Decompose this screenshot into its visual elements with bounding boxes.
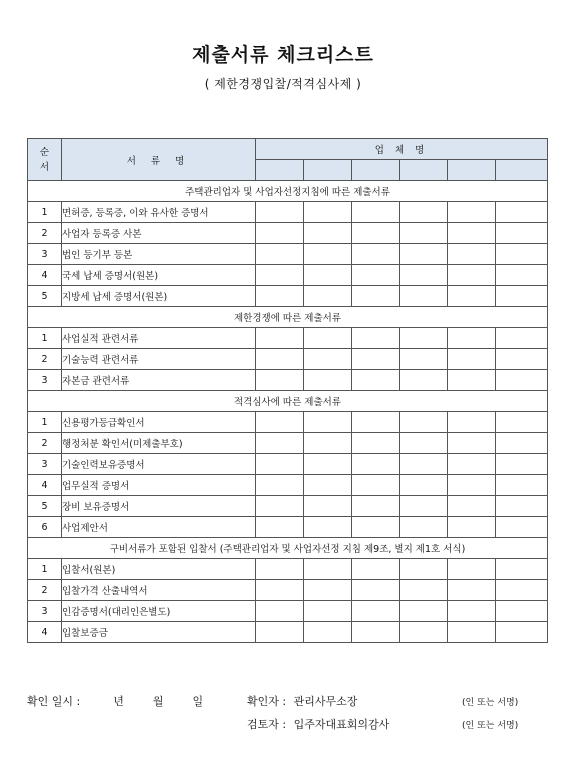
row-number: 2 [28, 580, 62, 601]
check-cell[interactable] [448, 433, 496, 454]
confirm-date-label: 확인 일시 : [27, 695, 81, 708]
check-cell[interactable] [256, 370, 304, 391]
check-cell[interactable] [400, 202, 448, 223]
check-cell[interactable] [304, 433, 352, 454]
section-heading: 주택관리업자 및 사업자선정지침에 따른 제출서류 [28, 181, 548, 202]
check-cell[interactable] [256, 223, 304, 244]
header-document-name: 서 류 명 [62, 139, 256, 181]
company-column-6[interactable] [496, 160, 548, 181]
check-cell[interactable] [400, 349, 448, 370]
table-row [28, 370, 548, 391]
section-row [28, 538, 548, 559]
check-cell[interactable] [352, 370, 400, 391]
company-column-3[interactable] [352, 160, 400, 181]
check-cell[interactable] [304, 496, 352, 517]
check-cell[interactable] [352, 412, 400, 433]
check-cell[interactable] [448, 559, 496, 580]
document-name: 사업제안서 [62, 517, 256, 538]
table-row [28, 601, 548, 622]
row-number: 4 [28, 622, 62, 643]
check-cell[interactable] [352, 433, 400, 454]
check-cell[interactable] [496, 370, 548, 391]
check-cell[interactable] [400, 601, 448, 622]
row-number: 2 [28, 223, 62, 244]
check-cell[interactable] [304, 580, 352, 601]
confirm-date-row [27, 693, 203, 709]
check-cell[interactable] [352, 454, 400, 475]
table-row [28, 202, 548, 223]
check-cell[interactable] [400, 244, 448, 265]
table-row [28, 580, 548, 601]
check-cell[interactable] [448, 475, 496, 496]
check-cell[interactable] [256, 349, 304, 370]
check-cell[interactable] [304, 559, 352, 580]
check-cell[interactable] [256, 433, 304, 454]
row-number: 2 [28, 433, 62, 454]
confirmer-label: 확인자 : [247, 695, 287, 708]
check-cell[interactable] [352, 244, 400, 265]
check-cell[interactable] [256, 265, 304, 286]
check-cell[interactable] [352, 349, 400, 370]
check-cell[interactable] [352, 286, 400, 307]
section-heading: 구비서류가 포함된 입찰서 (주택관리업자 및 사업자선정 지침 제9조, 별지 제1호 서식) [28, 538, 548, 559]
check-cell[interactable] [304, 412, 352, 433]
table-row [28, 244, 548, 265]
table-row [28, 265, 548, 286]
check-cell[interactable] [400, 454, 448, 475]
check-cell[interactable] [304, 286, 352, 307]
check-cell[interactable] [496, 286, 548, 307]
check-cell[interactable] [448, 496, 496, 517]
row-number: 6 [28, 517, 62, 538]
table-row [28, 517, 548, 538]
row-number: 3 [28, 244, 62, 265]
check-cell[interactable] [304, 202, 352, 223]
row-number: 1 [28, 328, 62, 349]
document-name: 지방세 납세 증명서(원본) [62, 286, 256, 307]
check-cell[interactable] [400, 622, 448, 643]
row-number: 3 [28, 601, 62, 622]
check-cell[interactable] [304, 223, 352, 244]
page-title: 제출서류 체크리스트 [192, 44, 374, 66]
document-name: 법인 등기부 등본 [62, 244, 256, 265]
check-cell[interactable] [400, 580, 448, 601]
confirmer-row [247, 693, 357, 709]
check-cell[interactable] [256, 622, 304, 643]
document-name: 사업실적 관련서류 [62, 328, 256, 349]
check-cell[interactable] [496, 622, 548, 643]
check-cell[interactable] [352, 601, 400, 622]
check-cell[interactable] [400, 286, 448, 307]
check-cell[interactable] [496, 496, 548, 517]
check-cell[interactable] [256, 496, 304, 517]
check-cell[interactable] [496, 580, 548, 601]
check-cell[interactable] [448, 244, 496, 265]
check-cell[interactable] [256, 475, 304, 496]
check-cell[interactable] [400, 559, 448, 580]
reviewer-label: 검토자 : [247, 718, 287, 731]
check-cell[interactable] [448, 580, 496, 601]
section-row [28, 181, 548, 202]
check-cell[interactable] [256, 202, 304, 223]
reviewer-row [247, 716, 389, 732]
section-row [28, 391, 548, 412]
page-subtitle: ( 제한경쟁입찰/적격심사제 ) [204, 77, 362, 91]
year-label: 년 [113, 695, 124, 708]
check-cell[interactable] [256, 244, 304, 265]
document-name: 국세 납세 증명서(원본) [62, 265, 256, 286]
check-cell[interactable] [304, 370, 352, 391]
check-cell[interactable] [256, 517, 304, 538]
document-name: 사업자 등록증 사본 [62, 223, 256, 244]
check-cell[interactable] [256, 286, 304, 307]
check-cell[interactable] [256, 412, 304, 433]
check-cell[interactable] [400, 496, 448, 517]
document-name: 입찰서(원본) [62, 559, 256, 580]
check-cell[interactable] [496, 454, 548, 475]
document-name: 입찰보증금 [62, 622, 256, 643]
check-cell[interactable] [448, 265, 496, 286]
check-cell[interactable] [304, 601, 352, 622]
check-cell[interactable] [352, 265, 400, 286]
check-cell[interactable] [352, 622, 400, 643]
check-cell[interactable] [448, 286, 496, 307]
company-column-5[interactable] [448, 160, 496, 181]
check-cell[interactable] [352, 496, 400, 517]
row-number: 5 [28, 496, 62, 517]
table-row [28, 622, 548, 643]
check-cell[interactable] [448, 454, 496, 475]
table-row [28, 475, 548, 496]
check-cell[interactable] [400, 370, 448, 391]
check-cell[interactable] [496, 202, 548, 223]
document-name: 자본금 관련서류 [62, 370, 256, 391]
check-cell[interactable] [256, 601, 304, 622]
company-column-1[interactable] [256, 160, 304, 181]
row-number: 4 [28, 265, 62, 286]
row-number: 3 [28, 454, 62, 475]
check-cell[interactable] [304, 349, 352, 370]
table-row [28, 328, 548, 349]
check-cell[interactable] [352, 202, 400, 223]
checklist-body [28, 181, 548, 643]
section-heading: 적격심사에 따른 제출서류 [28, 391, 548, 412]
check-cell[interactable] [352, 559, 400, 580]
day-label: 일 [192, 695, 204, 708]
document-name: 기술능력 관련서류 [62, 349, 256, 370]
check-cell[interactable] [304, 622, 352, 643]
check-cell[interactable] [448, 202, 496, 223]
document-name: 면허증, 등록증, 이와 유사한 증명서 [62, 202, 256, 223]
table-row [28, 433, 548, 454]
row-number: 5 [28, 286, 62, 307]
table-row [28, 349, 548, 370]
check-cell[interactable] [448, 622, 496, 643]
table-row [28, 223, 548, 244]
company-column-4[interactable] [400, 160, 448, 181]
check-cell[interactable] [400, 412, 448, 433]
check-cell[interactable] [496, 517, 548, 538]
check-cell[interactable] [256, 454, 304, 475]
check-cell[interactable] [256, 580, 304, 601]
check-cell[interactable] [448, 412, 496, 433]
check-cell[interactable] [496, 244, 548, 265]
check-cell[interactable] [448, 328, 496, 349]
check-cell[interactable] [496, 475, 548, 496]
table-row [28, 496, 548, 517]
check-cell[interactable] [400, 433, 448, 454]
check-cell[interactable] [304, 454, 352, 475]
checklist-table [27, 138, 548, 643]
check-cell[interactable] [496, 559, 548, 580]
check-cell[interactable] [400, 265, 448, 286]
row-number: 4 [28, 475, 62, 496]
check-cell[interactable] [352, 517, 400, 538]
signature-note-reviewer: (인 또는 서명) [462, 721, 519, 731]
check-cell[interactable] [496, 223, 548, 244]
document-name: 행정처분 확인서(미제출부호) [62, 433, 256, 454]
check-cell[interactable] [448, 370, 496, 391]
check-cell[interactable] [448, 601, 496, 622]
row-number: 1 [28, 412, 62, 433]
check-cell[interactable] [448, 349, 496, 370]
check-cell[interactable] [352, 328, 400, 349]
row-number: 1 [28, 559, 62, 580]
check-cell[interactable] [304, 328, 352, 349]
check-cell[interactable] [352, 580, 400, 601]
header-order-number: 순 서 [28, 139, 62, 181]
document-name: 인감증명서(대리인은별도) [62, 601, 256, 622]
check-cell[interactable] [304, 244, 352, 265]
company-column-2[interactable] [304, 160, 352, 181]
check-cell[interactable] [448, 223, 496, 244]
row-number: 3 [28, 370, 62, 391]
section-heading: 제한경쟁에 따른 제출서류 [28, 307, 548, 328]
check-cell[interactable] [256, 328, 304, 349]
header-company-name: 업 체 명 [256, 139, 548, 160]
document-name: 신용평가등급확인서 [62, 412, 256, 433]
check-cell[interactable] [496, 433, 548, 454]
table-row [28, 286, 548, 307]
signature-note-confirmer: (인 또는 서명) [462, 698, 519, 708]
section-row [28, 307, 548, 328]
check-cell[interactable] [400, 223, 448, 244]
table-row [28, 454, 548, 475]
check-cell[interactable] [352, 223, 400, 244]
check-cell[interactable] [496, 601, 548, 622]
check-cell[interactable] [496, 412, 548, 433]
document-name: 입찰가격 산출내역서 [62, 580, 256, 601]
check-cell[interactable] [256, 559, 304, 580]
check-cell[interactable] [304, 265, 352, 286]
confirmer-name: 관리사무소장 [293, 695, 358, 708]
row-number: 2 [28, 349, 62, 370]
check-cell[interactable] [304, 475, 352, 496]
check-cell[interactable] [496, 265, 548, 286]
check-cell[interactable] [400, 328, 448, 349]
check-cell[interactable] [304, 517, 352, 538]
check-cell[interactable] [448, 517, 496, 538]
check-cell[interactable] [400, 475, 448, 496]
check-cell[interactable] [400, 517, 448, 538]
document-name: 업무실적 증명서 [62, 475, 256, 496]
check-cell[interactable] [352, 475, 400, 496]
check-cell[interactable] [496, 328, 548, 349]
reviewer-name: 입주자대표회의감사 [293, 718, 390, 731]
table-row [28, 412, 548, 433]
document-name: 장비 보유증명서 [62, 496, 256, 517]
row-number: 1 [28, 202, 62, 223]
document-name: 기술인력보유증명서 [62, 454, 256, 475]
table-row [28, 559, 548, 580]
check-cell[interactable] [496, 349, 548, 370]
month-label: 월 [152, 695, 164, 708]
